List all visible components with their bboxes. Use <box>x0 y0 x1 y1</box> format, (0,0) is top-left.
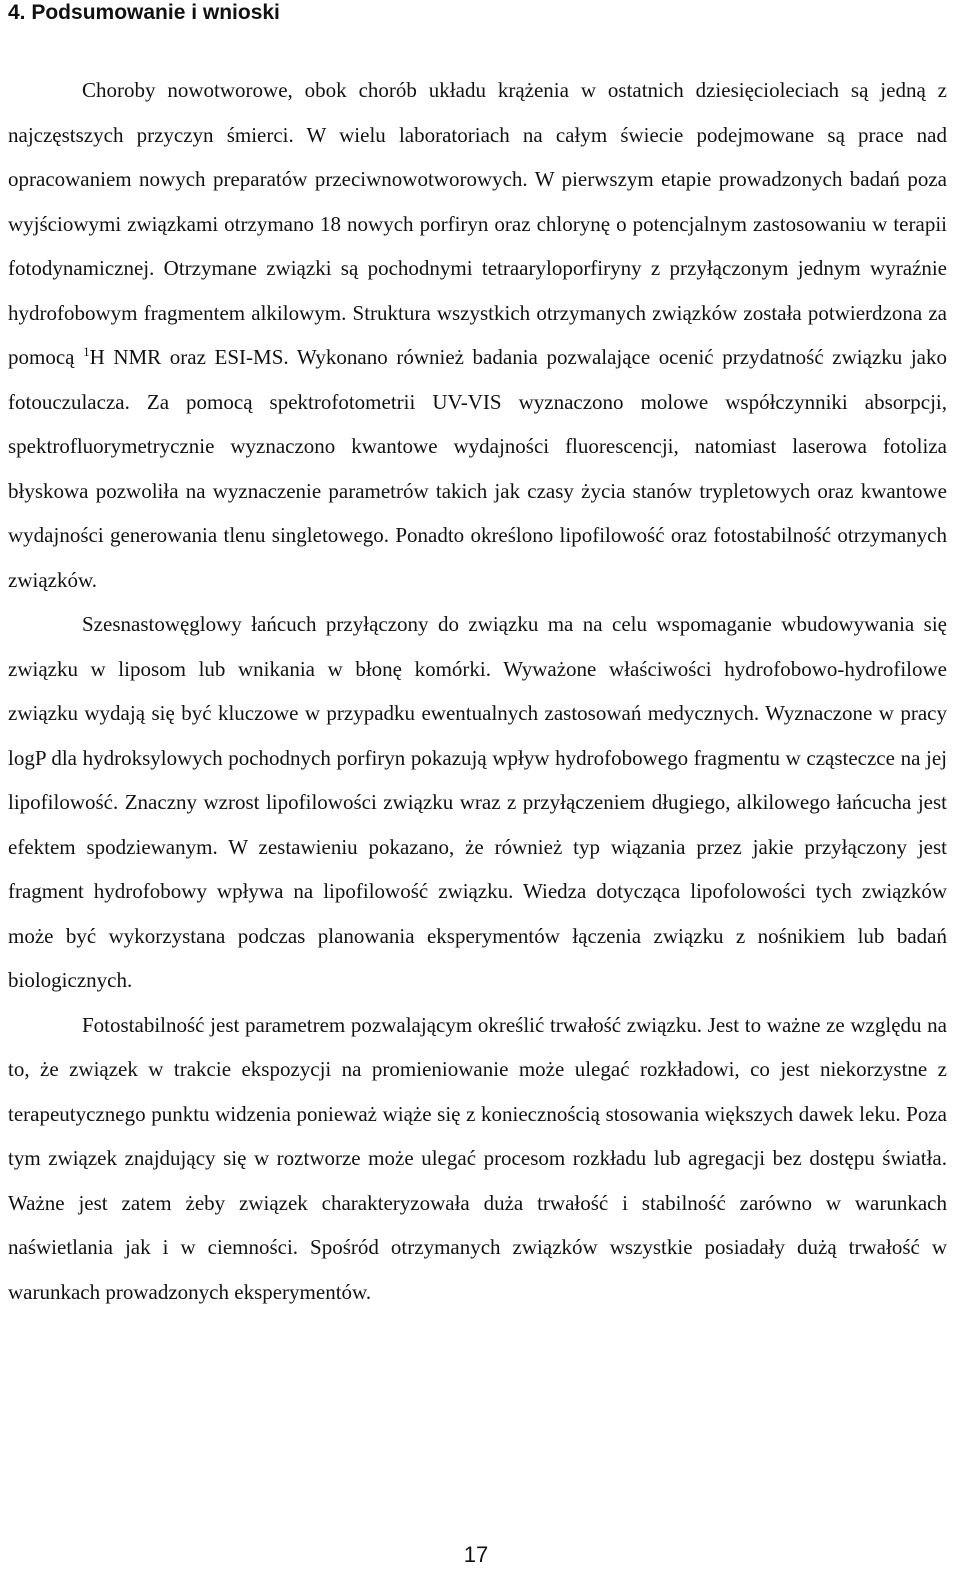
paragraph-lipophilicity: Szesnastowęglowy łańcuch przyłączony do związku ma na celu wspomaganie wbudowywania się związku w liposom lub wnikania w błonę komórki. Wyważone właściwości hydrofobowo-hydrofilowe związku wydają się być kluczowe w przypadku ewentualnych zastosowań medycznych. Wyznaczone w pracy logP dla hydroksylowych pochodnych porfiryn pokazują wpływ hydrofobowego fragmentu w cząsteczce na jej lipofilowość. Znaczny wzrost lipofilowości związku wraz z przyłączeniem długiego, alkilowego łańcucha jest efektem spodziewanym. W zestawieniu pokazano, że również typ wiązania przez jakie przyłączony jest fragment hydrofobowy wpływa na lipofilowość związku. Wiedza dotycząca lipofolowości tych związków może być wykorzystana podczas planowania eksperymentów łączenia związku z nośnikiem lub badań biologicznych. <box>8 612 947 992</box>
nmr-superscript: 1 <box>83 344 90 359</box>
paragraph-photostability: Fotostabilność jest parametrem pozwalającym określić trwałość związku. Jest to ważne ze względu na to, że związek w trakcie ekspozycji na promieniowanie może ulegać rozkładowi, co jest niekorzystne z terapeutycznego punktu widzenia ponieważ wiąże się z koniecznością stosowania większych dawek leku. Poza tym związek znajdujący się w roztworze może ulegać procesom rozkładu lub agregacji bez dostępu światła. Ważne jest zatem żeby związek charakteryzowała duża trwałość i stabilność zarówno w warunkach naświetlania jak i w ciemności. Spośród otrzymanych związków wszystkie posiadały dużą trwałość w warunkach prowadzonych eksperymentów. <box>8 1012 947 1304</box>
paragraph-summary-text-a: Choroby nowotworowe, obok chorób układu krążenia w ostatnich dziesięcioleciach są jedną z najczęstszych przyczyn śmierci. W wielu laboratoriach na całym świecie podejmowane są prace nad opracowaniem nowych preparatów przeciwnowotworowych. W pierwszym etapie prowadzonych badań poza wyjściowymi związkami otrzymano 18 nowych porfiryn oraz chlorynę o potencjalnym zastosowaniu w terapii fotodynamicznej. Otrzymane związki są pochodnymi tetraaryloporfiryny z przyłączonym jednym wyraźnie hydrofobowym fragmentem alkilowym. Struktura wszystkich otrzymanych związków została potwierdzona za pomocą <box>8 78 947 369</box>
section-heading: 4. Podsumowanie i wnioski <box>8 1 280 24</box>
document-page <box>8 0 947 1314</box>
paragraph-summary <box>8 68 947 602</box>
page-number: 17 <box>463 1542 489 1567</box>
paragraph-summary-text-b: H NMR oraz ESI-MS. Wykonano również badania pozwalające ocenić przydatność związku jako fotouczulacza. Za pomocą spektrofotometrii UV-VIS wyznaczono molowe współczynniki absorpcji, spektrofluorymetrycznie wyznaczono kwantowe wydajności fluorescencji, natomiast laserowa fotoliza błyskowa pozwoliła na wyznaczenie parametrów takich jak czasy życia stanów trypletowych oraz kwantowe wydajności generowania tlenu singletowego. Ponadto określono lipofilowość oraz fotostabilność otrzymanych związków. <box>8 345 947 592</box>
